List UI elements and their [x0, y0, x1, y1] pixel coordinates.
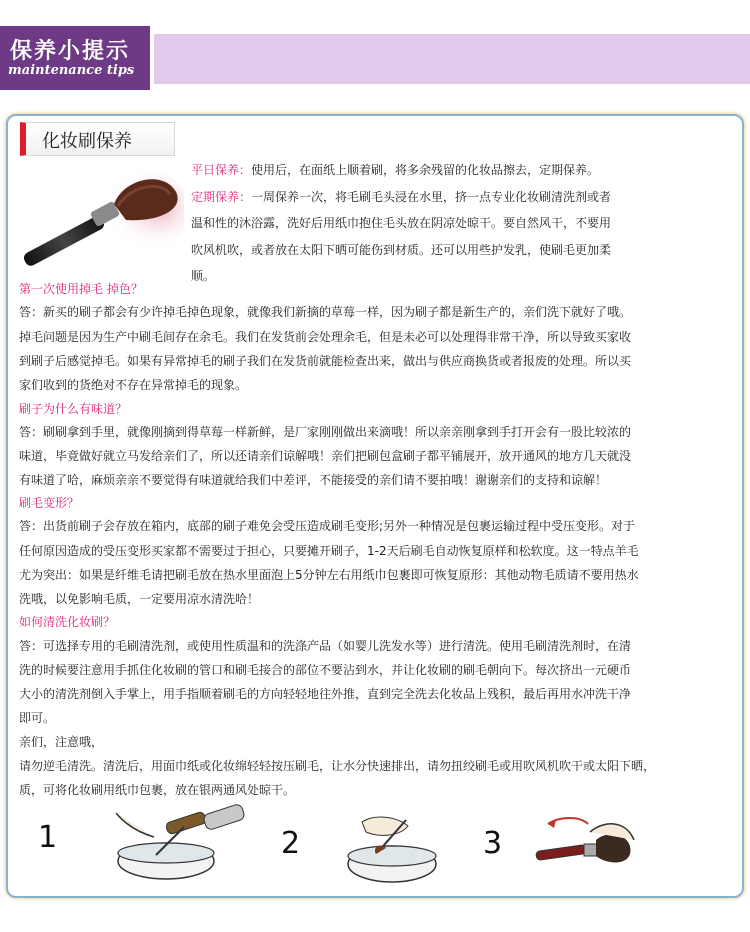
periodic-label: 定期保养： — [191, 190, 252, 204]
faq-answer-line: 掉毛问题是因为生产中刷毛间存在余毛。我们在发货前会处理余毛，但是未必可以处理得非常干净，所以导致买家收 — [19, 330, 632, 344]
faq-answer-line: 亲们，注意哦， — [19, 735, 104, 749]
header-title-en: maintenance tips — [8, 63, 135, 78]
faq-answer-line: 洗哦，以免影响毛质，一定要用凉水清洗哈！ — [19, 592, 260, 606]
header-banner — [0, 26, 750, 90]
daily-text: 使用后，在面纸上顺着刷，将多余残留的化妆品擦去，定期保养。 — [251, 163, 600, 177]
periodic-line: 温和性的沐浴露，洗好后用纸巾抱住毛头放在阴凉处晾干。要自然风干，不要用 — [191, 216, 612, 230]
step-2-illustration — [340, 808, 450, 886]
step-number: 2 — [281, 826, 301, 861]
faq-answer-line: 大小的清洗剂倒入手掌上，用手指顺着刷毛的方向轻轻地往外推，直到完全洗去化妆品上残积，最后再用水冲洗干净 — [19, 687, 632, 701]
faq-answer-line: 味道，毕竟做好就立马发给亲们了，所以还请亲们谅解哦！亲们把刷包盒刷子都平铺展开，放开通风的地方几天就没 — [19, 449, 632, 463]
faq-answer-line: 答：出货前刷子会存放在箱内，底部的刷子难免会受压造成刷毛变形;另外一种情况是包裹运输过程中受压变形。对于 — [19, 519, 636, 533]
header-title-cn: 保养小提示 — [10, 38, 131, 64]
faq-answer-line: 任何原因造成的受压变形买家都不需要过于担心，只要摊开刷子，1-2天后刷毛自动恢复原样和松软度。这一特点羊毛 — [19, 544, 639, 558]
faq-question: 刷子为什么有味道？ — [19, 402, 128, 416]
periodic-maintenance — [191, 187, 611, 207]
header-logo — [0, 26, 150, 90]
daily-maintenance — [191, 160, 599, 180]
faq-answer-line: 即可。 — [19, 711, 56, 725]
step-number: 1 — [38, 820, 58, 855]
card-title-tab — [20, 122, 175, 156]
periodic-line: 顺。 — [191, 269, 216, 283]
faq-answer-line: 有味道了哈，麻烦亲亲不要觉得有味道就给我们中差评，不能接受的亲们请不要拍哦！谢谢亲们的支持和谅解！ — [19, 473, 608, 487]
daily-label: 平日保养： — [191, 163, 252, 177]
periodic-line: 一周保养一次，将毛刷毛头浸在水里，挤一点专业化妆刷清洗剂或者 — [251, 190, 612, 204]
periodic-line: 吹风机吹，或者放在太阳下晒可能伤到材质。还可以用些护发乳，使刷毛更加柔 — [191, 243, 612, 257]
faq-answer-line: 尤为突出：如果是纤维毛请把刷毛放在热水里面泡上5分钟左右用纸巾包裹即可恢复原形：其他动物毛质请不要用热水 — [19, 568, 639, 582]
faq-answer-line: 请勿逆毛清洗。清洗后，用面巾纸或化妆绵轻轻按压刷毛，让水分快速排出，请勿扭绞刷毛或用吹风机吹干或太阳下晒， — [19, 759, 656, 773]
faq-answer-line: 洗的时候要注意用手抓住化妆刷的管口和刷毛接合的部位不要沾到水，并让化妆刷的刷毛朝向下。每次挤出一元硬币 — [19, 663, 632, 677]
faq-question: 第一次使用掉毛 掉色？ — [19, 282, 143, 296]
faq-answer-line: 答：可选择专用的毛刷清洗剂，或使用性质温和的洗涤产品（如婴儿洗发水等）进行清洗。使用毛刷清洗剂时，在清 — [19, 639, 632, 653]
step-number: 3 — [483, 826, 503, 861]
faq-answer-line: 到刷子后感觉掉毛。如果有异常掉毛的刷子我们在发货前就能检查出来，做出与供应商换货或者报废的处理。所以买 — [19, 354, 632, 368]
faq-answer-line: 答：刷刷拿到手里，就像刚摘到得草莓一样新鲜，是厂家刚刚做出来滴哦！所以亲亲刚拿到手打开会有一股比较浓的 — [19, 425, 632, 439]
faq-answer-line: 家们收到的货绝对不存在异常掉毛的现象。 — [19, 378, 248, 392]
faq-answer-line: 质，可将化妆刷用纸巾包裹，放在银两通风处晾干。 — [19, 783, 296, 797]
faq-answer-line: 答：新买的刷子都会有少许掉毛掉色现象，就像我们新摘的草莓一样，因为刷子都是新生产的，亲们洗下就好了哦。 — [19, 305, 632, 319]
card-title: 化妆刷保养 — [42, 131, 132, 152]
step-1-illustration — [96, 803, 256, 883]
faq-question: 刷毛变形？ — [19, 496, 80, 510]
header-strip — [154, 34, 750, 84]
faq-question: 如何清洗化妆刷？ — [19, 615, 116, 629]
brush-image — [14, 160, 184, 282]
step-3-illustration — [530, 810, 640, 880]
